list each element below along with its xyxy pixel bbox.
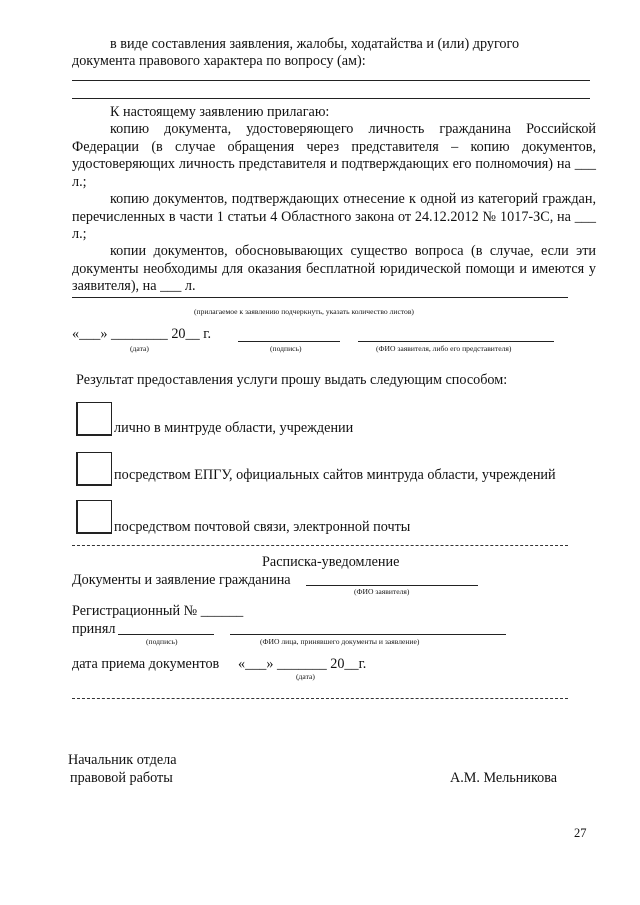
option-checkbox-in-person[interactable] [76, 402, 112, 436]
receipt-date-label: дата приема документов [72, 656, 220, 672]
receipt-docs-line [306, 585, 478, 586]
receipt-reg-number: Регистрационный № ______ [72, 603, 244, 619]
attach-item-2: копию документов, подтверждающих отнесение к одной из категорий граждан, перечисленных в части 1 статьи 4 Областного закона от 24.12.2012 № 1017-ЗС, на ___ л.; [72, 191, 596, 242]
option-label-post: посредством почтовой связи, электронной почты [114, 519, 411, 535]
option-label-epgu: посредством ЕПГУ, официальных сайтов минтруда области, учреждений [114, 467, 556, 483]
intro-line-2: документа правового характера по вопросу (ам): [72, 53, 366, 69]
page-number: 27 [574, 826, 587, 840]
receipt-accepted-label: принял [72, 621, 116, 637]
fill-line [72, 98, 590, 99]
attach-heading: К настоящему заявлению прилагаю: [110, 104, 330, 120]
option-checkbox-post[interactable] [76, 500, 112, 534]
cut-line [72, 698, 568, 699]
sign-date-caption: (дата) [130, 344, 149, 353]
receipt-accepted-sign-caption: (подпись) [146, 637, 178, 646]
sign-signature-caption: (подпись) [270, 344, 302, 353]
fill-line [72, 80, 590, 81]
attach-item-3: копии документов, обосновывающих существо вопроса (в случае, если эти документы необходимы для оказания бесплатной юридической помощи и имеются у заявителя), на ___ л. [72, 243, 596, 294]
receipt-date-caption: (дата) [296, 672, 315, 681]
signatory-name: А.М. Мельникова [450, 770, 558, 786]
option-checkbox-epgu[interactable] [76, 452, 112, 486]
signatory-position-2: правовой работы [70, 770, 173, 786]
fill-line [72, 297, 568, 298]
receipt-accepted-sign-line [118, 634, 214, 635]
receipt-accepted-fio-line [230, 634, 506, 635]
receipt-docs-caption: (ФИО заявителя) [354, 587, 410, 596]
attach-item-1: копию документа, удостоверяющего личность гражданина Российской Федерации (в случае обращения через представителя – копию документов, удостоверяющих личность представителя и подтверждающих его полномочия) на ___ л.; [72, 121, 596, 190]
receipt-title: Расписка-уведомление [262, 554, 400, 570]
cut-line [72, 545, 568, 546]
receipt-docs-label: Документы и заявление гражданина [72, 572, 291, 588]
receipt-accepted-fio-caption: (ФИО лица, принявшего документы и заявление) [260, 637, 420, 646]
sign-fio-caption: (ФИО заявителя, либо его представителя) [376, 344, 512, 353]
sign-date: «___» ________ 20__ г. [72, 326, 211, 342]
result-heading: Результат предоставления услуги прошу выдать следующим способом: [76, 372, 508, 388]
signatory-position-1: Начальник отдела [68, 752, 177, 768]
intro-line-1: в виде составления заявления, жалобы, ходатайства и (или) другого [110, 36, 520, 52]
fio-line [358, 341, 554, 342]
sign-line [238, 341, 340, 342]
receipt-date-value: «___» _______ 20__г. [238, 656, 367, 672]
option-label-in-person: лично в минтруде области, учреждении [114, 420, 354, 436]
attach-note: (прилагаемое к заявлению подчеркнуть, указать количество листов) [194, 307, 414, 316]
